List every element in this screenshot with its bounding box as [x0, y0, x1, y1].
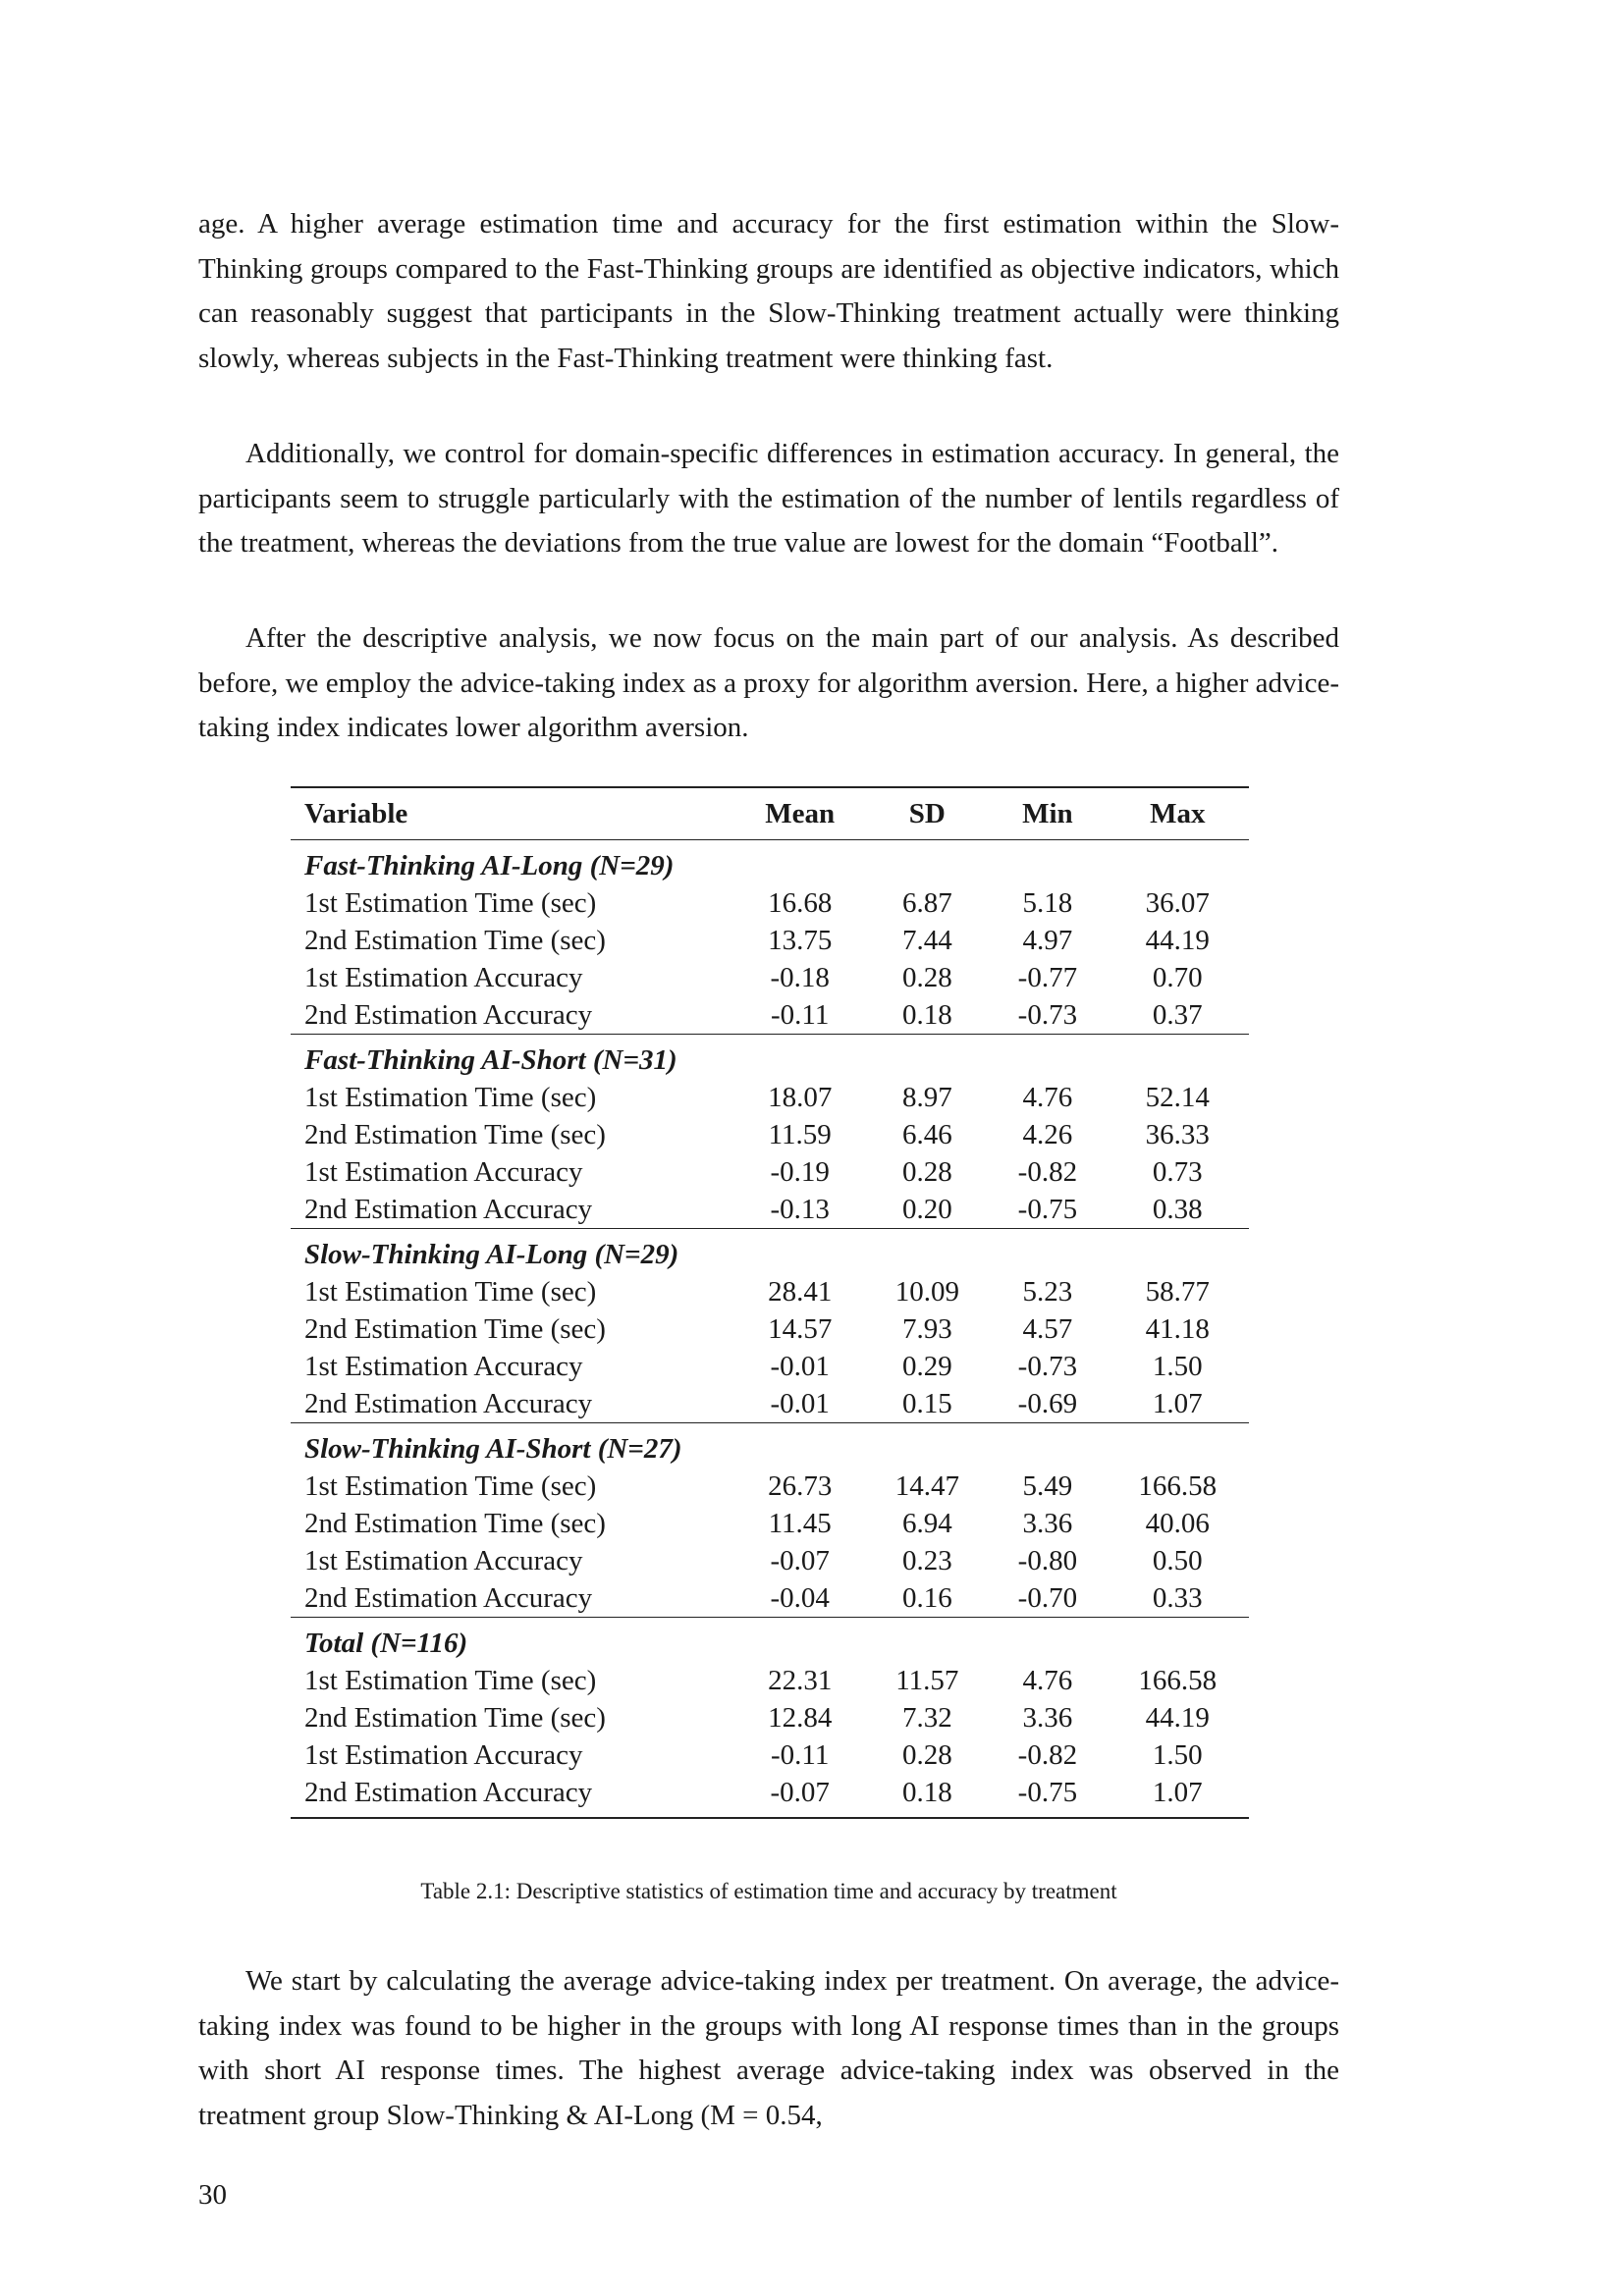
cell-sd: 11.57: [895, 1665, 959, 1697]
table-row: [291, 1468, 1249, 1506]
cell-max: 41.18: [1145, 1312, 1210, 1345]
cell-max: 44.19: [1145, 924, 1210, 956]
cell-min: -0.75: [1017, 1193, 1078, 1225]
cell-max: 1.07: [1152, 1776, 1203, 1808]
cell-sd: 0.23: [901, 1544, 952, 1576]
table-row: [291, 996, 1249, 1034]
cell-sd: 0.28: [901, 1738, 952, 1771]
table-row: [291, 1117, 1249, 1154]
cell-variable: 2nd Estimation Time (sec): [304, 1118, 606, 1150]
cell-max: 0.70: [1152, 961, 1203, 993]
table-row: [291, 1274, 1249, 1311]
cell-max: 166.58: [1138, 1470, 1218, 1503]
cell-variable: 1st Estimation Time (sec): [304, 1082, 597, 1114]
paragraph-4: We start by calculating the average advice-taking index per treatment. On average, the advice-taking index was found to be higher in the groups with long AI response times than in the groups with short AI response times. The highest average advice-taking index was observed in the treatment group Slow-Thinking & AI-Long (M = 0.54,: [198, 1965, 1339, 2131]
table-group-header: [291, 840, 1249, 885]
cell-min: -0.77: [1017, 961, 1078, 993]
cell-min: -0.70: [1017, 1581, 1078, 1614]
cell-min: 3.36: [1022, 1507, 1073, 1539]
cell-max: 166.58: [1138, 1665, 1218, 1697]
cell-mean: 28.41: [768, 1276, 833, 1308]
cell-sd: 0.29: [901, 1350, 952, 1382]
cell-min: -0.82: [1017, 1155, 1078, 1188]
group-title: Total (N=116): [304, 1628, 468, 1660]
cell-variable: 1st Estimation Time (sec): [304, 887, 597, 920]
cell-sd: 8.97: [901, 1082, 952, 1114]
cell-max: 1.50: [1152, 1350, 1203, 1382]
cell-min: 4.97: [1022, 924, 1073, 956]
cell-min: -0.75: [1017, 1776, 1078, 1808]
cell-mean: -0.19: [770, 1155, 830, 1188]
cell-variable: 2nd Estimation Accuracy: [304, 1193, 593, 1225]
cell-max: 0.33: [1152, 1581, 1203, 1614]
table-row: [291, 1153, 1249, 1191]
cell-min: -0.73: [1017, 1350, 1078, 1382]
cell-min: 4.76: [1022, 1082, 1073, 1114]
table-body: [291, 840, 1249, 1818]
table-group-header: [291, 1034, 1249, 1079]
cell-variable: 1st Estimation Accuracy: [304, 1544, 583, 1576]
table-group-header: [291, 1617, 1249, 1662]
cell-mean: -0.07: [770, 1544, 830, 1576]
table-caption: Table 2.1: Descriptive statistics of estimation time and accuracy by treatment: [420, 1879, 1117, 1903]
cell-max: 58.77: [1145, 1276, 1210, 1308]
cell-mean: 12.84: [768, 1701, 833, 1734]
cell-min: -0.73: [1017, 998, 1078, 1031]
table-group-header: [291, 1422, 1249, 1468]
table-row: [291, 1736, 1249, 1774]
group-title: Slow-Thinking AI-Short (N=27): [304, 1433, 682, 1466]
cell-min: 4.26: [1022, 1118, 1073, 1150]
cell-variable: 1st Estimation Accuracy: [304, 961, 583, 993]
cell-variable: 1st Estimation Time (sec): [304, 1470, 597, 1503]
cell-max: 1.50: [1152, 1738, 1203, 1771]
cell-max: 0.73: [1152, 1155, 1203, 1188]
cell-variable: 2nd Estimation Time (sec): [304, 1312, 606, 1345]
cell-sd: 0.18: [901, 998, 952, 1031]
cell-mean: -0.04: [770, 1581, 830, 1614]
cell-sd: 6.94: [901, 1507, 952, 1539]
cell-min: 4.76: [1022, 1665, 1073, 1697]
cell-mean: -0.13: [770, 1193, 830, 1225]
table-row: [291, 1700, 1249, 1737]
cell-mean: 13.75: [768, 924, 833, 956]
cell-variable: 2nd Estimation Accuracy: [304, 1581, 593, 1614]
cell-min: 5.18: [1022, 887, 1073, 920]
table-row: [291, 1348, 1249, 1385]
paragraph-3: After the descriptive analysis, we now focus on the main part of our analysis. As described before, we employ the advice-taking index as a proxy for algorithm aversion. Here, a higher advice-taking index indicates lower algorithm aversion.: [198, 622, 1339, 743]
cell-variable: 1st Estimation Time (sec): [304, 1665, 597, 1697]
cell-mean: -0.07: [770, 1776, 830, 1808]
descriptive-statistics-table: [291, 786, 1249, 1819]
table-row: [291, 885, 1249, 923]
group-title: Slow-Thinking AI-Long (N=29): [304, 1239, 679, 1271]
cell-variable: 2nd Estimation Accuracy: [304, 1776, 593, 1808]
cell-variable: 1st Estimation Accuracy: [304, 1738, 583, 1771]
header-variable: Variable: [304, 797, 408, 829]
cell-min: 4.57: [1022, 1312, 1073, 1345]
table-group-header: [291, 1228, 1249, 1273]
cell-mean: 14.57: [768, 1312, 833, 1345]
cell-max: 40.06: [1145, 1507, 1210, 1539]
cell-min: 5.49: [1022, 1470, 1073, 1503]
cell-variable: 2nd Estimation Accuracy: [304, 1387, 593, 1419]
cell-variable: 2nd Estimation Time (sec): [304, 1507, 606, 1539]
table-row: [291, 1542, 1249, 1579]
cell-min: 5.23: [1022, 1276, 1073, 1308]
cell-sd: 0.28: [901, 1155, 952, 1188]
paragraph-1: age. A higher average estimation time and accuracy for the first estimation within the Slow-Thinking groups compared to the Fast-Thinking groups are identified as objective indicators, which can reasonably suggest that participants in the Slow-Thinking treatment actually were thinking slowly, whereas subjects in the Fast-Thinking treatment were thinking fast.: [198, 208, 1339, 374]
table-row: [291, 1080, 1249, 1117]
cell-max: 44.19: [1145, 1701, 1210, 1734]
table-row: [291, 1506, 1249, 1543]
table-row: [291, 1663, 1249, 1700]
cell-min: 3.36: [1022, 1701, 1073, 1734]
cell-max: 36.07: [1145, 887, 1210, 920]
group-title: Fast-Thinking AI-Short (N=31): [304, 1044, 677, 1077]
table-row: [291, 1385, 1249, 1422]
cell-sd: 7.32: [901, 1701, 952, 1734]
table-row: [291, 959, 1249, 996]
cell-sd: 6.46: [901, 1118, 952, 1150]
table-row: [291, 1579, 1249, 1617]
group-title: Fast-Thinking AI-Long (N=29): [304, 850, 675, 882]
table-row: [291, 1191, 1249, 1228]
cell-mean: 26.73: [768, 1470, 833, 1503]
cell-max: 36.33: [1145, 1118, 1210, 1150]
cell-sd: 0.18: [901, 1776, 952, 1808]
cell-mean: -0.11: [771, 1738, 830, 1771]
cell-mean: -0.11: [771, 998, 830, 1031]
cell-sd: 7.44: [901, 924, 952, 956]
paragraph-2: Additionally, we control for domain-specific differences in estimation accuracy. In general, the participants seem to struggle particularly with the estimation of the number of lentils regardless of the treatment, whereas the deviations from the true value are lowest for the domain “Football”.: [198, 438, 1339, 559]
cell-mean: -0.18: [770, 961, 830, 993]
cell-mean: 18.07: [768, 1082, 833, 1114]
header-max: Max: [1150, 797, 1206, 829]
cell-mean: 11.59: [768, 1118, 832, 1150]
cell-variable: 2nd Estimation Time (sec): [304, 1701, 606, 1734]
cell-sd: 14.47: [894, 1470, 959, 1503]
table-header-row: [291, 787, 1249, 840]
cell-min: -0.82: [1017, 1738, 1078, 1771]
cell-max: 1.07: [1152, 1387, 1203, 1419]
cell-mean: 11.45: [768, 1507, 832, 1539]
cell-mean: 22.31: [768, 1665, 833, 1697]
cell-max: 52.14: [1145, 1082, 1210, 1114]
cell-mean: 16.68: [768, 887, 833, 920]
page-number: 30: [198, 2179, 227, 2211]
cell-max: 0.38: [1152, 1193, 1203, 1225]
cell-sd: 6.87: [901, 887, 952, 920]
cell-sd: 7.93: [901, 1312, 952, 1345]
cell-variable: 1st Estimation Accuracy: [304, 1155, 583, 1188]
cell-variable: 2nd Estimation Time (sec): [304, 924, 606, 956]
table-row: [291, 1774, 1249, 1818]
cell-sd: 10.09: [894, 1276, 959, 1308]
cell-variable: 1st Estimation Accuracy: [304, 1350, 583, 1382]
cell-variable: 1st Estimation Time (sec): [304, 1276, 597, 1308]
cell-mean: -0.01: [770, 1387, 830, 1419]
table-row: [291, 1311, 1249, 1349]
cell-variable: 2nd Estimation Accuracy: [304, 998, 593, 1031]
cell-sd: 0.20: [901, 1193, 952, 1225]
cell-sd: 0.16: [901, 1581, 952, 1614]
cell-min: -0.69: [1017, 1387, 1078, 1419]
header-mean: Mean: [765, 797, 836, 829]
cell-min: -0.80: [1017, 1544, 1078, 1576]
cell-max: 0.37: [1152, 998, 1203, 1031]
header-sd: SD: [908, 797, 946, 829]
cell-mean: -0.01: [770, 1350, 830, 1382]
table-row: [291, 923, 1249, 960]
cell-sd: 0.28: [901, 961, 952, 993]
header-min: Min: [1022, 797, 1073, 829]
cell-max: 0.50: [1152, 1544, 1203, 1576]
cell-sd: 0.15: [901, 1387, 952, 1419]
